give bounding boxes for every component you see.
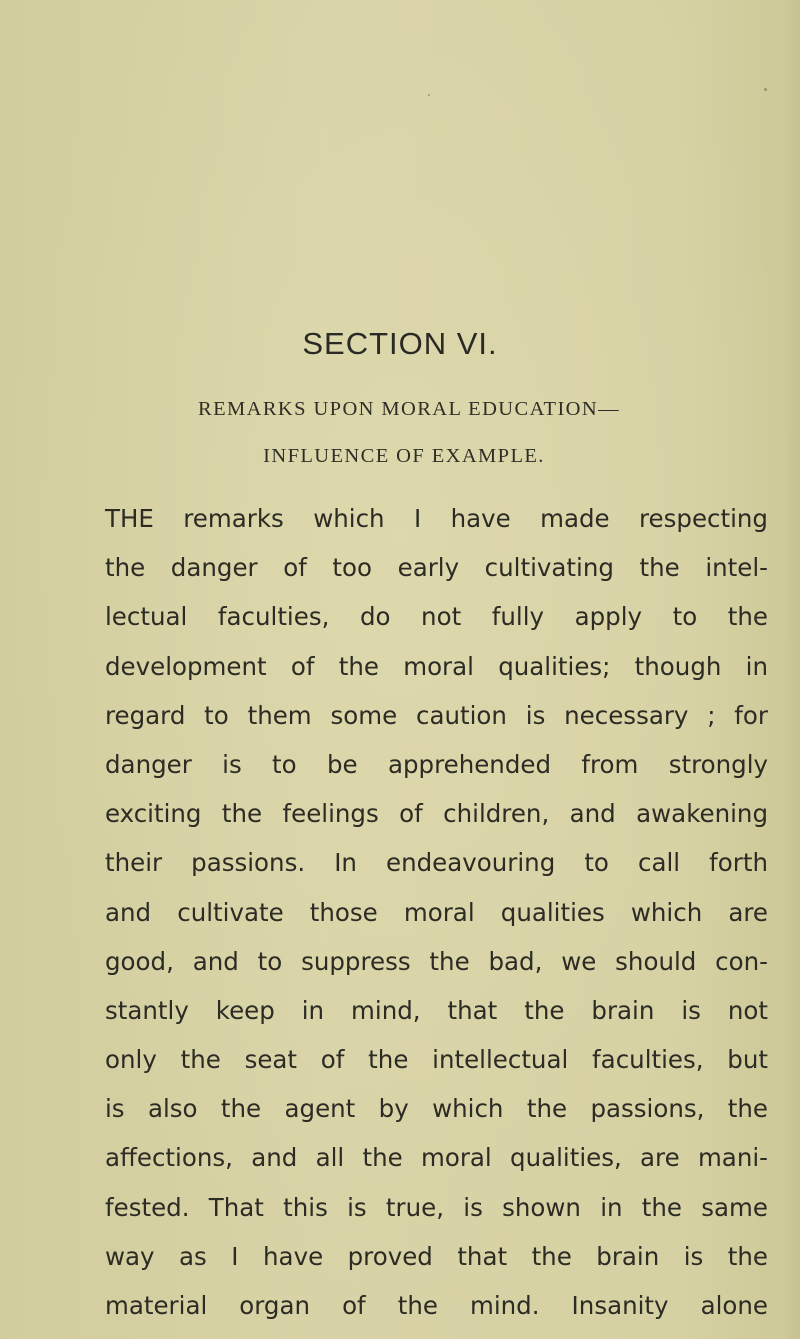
paper-speck [428,94,430,96]
text-line: the danger of too early cultivating the intel- [105,553,768,583]
section-subtitle-line-1: REMARKS UPON MORAL EDUCATION— [198,398,620,420]
text-line: danger is to be apprehended from strongly [105,749,768,779]
text-line: is also the agent by which the passions, the [105,1094,768,1124]
text-line: and cultivate those moral qualities which are [105,897,768,927]
text-line: only the seat of the intellectual faculties, but [105,1045,768,1075]
text-line: good, and to suppress the bad, we should con- [105,946,768,976]
text-line: material organ of the mind. Insanity alone [105,1291,768,1320]
text-line: development of the moral qualities; though in [105,651,768,681]
section-subtitle-line-2: INFLUENCE OF EXAMPLE. [263,445,545,467]
paper-speck [764,88,767,91]
text-line: affections, and all the moral qualities, are mani- [105,1143,768,1173]
text-line: THE remarks which I have made respecting [105,504,768,533]
body-paragraph [105,494,768,1330]
text-line: lectual faculties, do not fully apply to the [105,602,768,632]
text-line: stantly keep in mind, that the brain is not [105,995,768,1025]
text-line: their passions. In endeavouring to call forth [105,848,768,878]
page-edge-shadow [786,0,800,1339]
text-line: exciting the feelings of children, and awakening [105,799,768,829]
section-title: SECTION VI. [302,326,498,361]
text-line: regard to them some caution is necessary ; for [105,700,768,730]
text-line: way as I have proved that the brain is the [105,1241,768,1271]
text-line: fested. That this is true, is shown in the same [105,1192,768,1222]
